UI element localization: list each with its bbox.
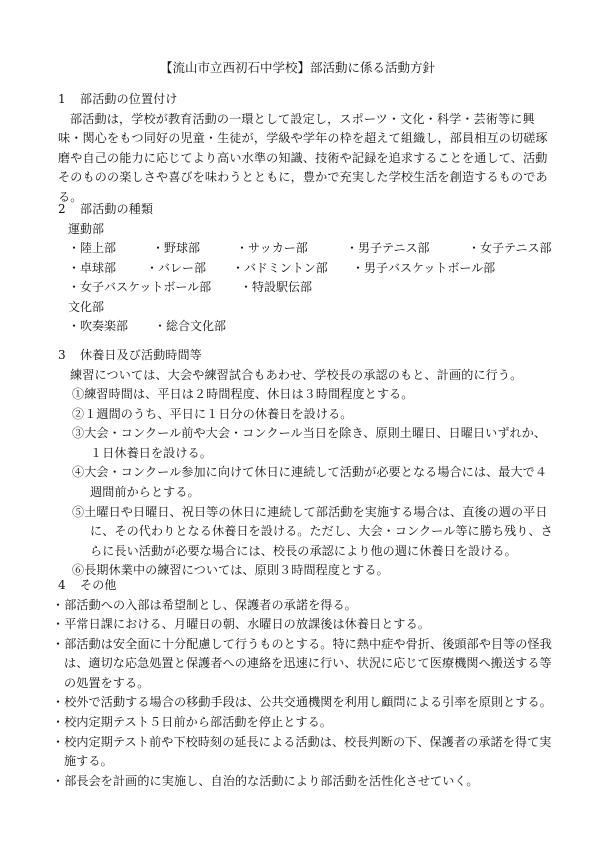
club-item: ・卓球部 [68,260,117,275]
section-title: その他 [80,578,117,592]
list-item: ・部長会を計画的に実施し、自治的な活動により部活動を活性化させていく。 [52,773,479,788]
club-list-row [58,259,555,279]
section-rest-days [58,346,555,581]
list-item: ・校内定期テスト前や下校時刻の延長による活動は、校長判断の下、保護者の承諾を得て実施する。 [52,734,552,769]
club-list-row [58,239,555,259]
section-number: 3 [58,348,66,362]
club-item: ・女子バスケットボール部 [68,280,212,294]
section-heading [58,200,555,220]
section-body: 部活動は，学校が教育活動の一環として設定し，スポーツ・文化・科学・芸術等に興味・関心をもつ同好の児童・生徒が，学級や学年の枠を超えて組織し，部員相互の切磋琢磨や自己の能力に応じてより高い水準の知識、技術や記録を追求することを通して、活動そのものの楽しさや喜びを味わうとともに，豊かで充実した学校生活を創造するものである。 [58,111,548,204]
section-number: 1 [58,92,66,106]
list-item: ・校内定期テスト５日前から部活動を停止とする。 [52,715,332,730]
other-items-list [52,596,555,792]
club-item: ・野球部 [152,241,201,255]
section-club-types [58,200,555,337]
list-item: ・部活動への入部は希望制とし、保護者の承諾を得る。 [52,597,357,612]
club-item: ・男子バスケットボール部 [352,260,496,275]
list-item: ⑥長期休業中の練習については、原則３時間程度とする。 [72,563,389,578]
section-heading [58,576,555,596]
section-heading [58,90,555,110]
list-item: ②１週間のうち、平日に１日分の休養日を設ける。 [72,406,353,421]
section-title: 部活動の種類 [80,202,154,216]
culture-clubs-label: 文化部 [68,299,105,314]
club-item: ・バドミントン部 [232,260,328,275]
list-item: ④大会・コンクール参加に向けて休日に連続して活動が必要となる場合には、最大で４週間前からとする。 [72,465,548,500]
club-item: ・サッカー部 [236,241,308,255]
section-number: 2 [58,202,66,216]
list-item: ①練習時間は、平日は２時間程度、休日は３時間程度とする。 [72,387,414,402]
section-title: 休養日及び活動時間等 [80,348,203,362]
page-title: 【流山市立西初石中学校】部活動に係る活動方針 [159,60,435,75]
club-item: ・吹奏楽部 [68,319,129,333]
section-position [58,90,555,207]
club-item: ・バレー部 [146,260,207,275]
section-other [52,576,555,791]
sports-clubs-label: 運動部 [68,221,105,236]
club-item: ・陸上部 [68,241,117,255]
club-item: ・女子テニス部 [468,241,552,255]
club-item: ・総合文化部 [154,319,227,333]
club-item: ・特設駅伝部 [240,280,313,294]
section-number: 4 [58,578,66,592]
section-intro: 練習については、大会や練習試合もあわせ、学校長の承認のもと、計画的に行う。 [70,367,523,382]
list-item: ・校外で活動する場合の移動手段は、公共交通機関を利用し顧問による引率を原則とする。 [52,695,552,710]
section-title: 部活動の位置付け [80,92,178,106]
list-item: ③大会・コンクール前や大会・コンクール当日を除き、原則土曜日、日曜日いずれか、１日休養日を設ける。 [72,426,547,460]
list-item: ・部活動は安全面に十分配慮して行うものとする。特に熱中症や骨折、後頭部や目等の怪我は、適切な応急処置と保護者への連絡を迅速に行い、状況に応じて医療機関へ搬送する等の処置をする。 [52,636,552,690]
club-list-row [58,317,555,337]
club-item: ・男子テニス部 [346,241,430,255]
club-list-row [58,278,555,298]
list-item: ・平常日課における、月曜日の朝、水曜日の放課後は休養日とする。 [52,617,431,632]
section-heading [58,346,555,366]
list-item: ⑤土曜日や日曜日、祝日等の休日に連続して部活動を実施する場合は、直後の週の平日に、その代わりとなる休養日を設ける。ただし、大会・コンクール等に勝ち残り、さらに長い活動が必要な場合には、校長の承認により他の週に休養日を設ける。 [72,504,553,558]
